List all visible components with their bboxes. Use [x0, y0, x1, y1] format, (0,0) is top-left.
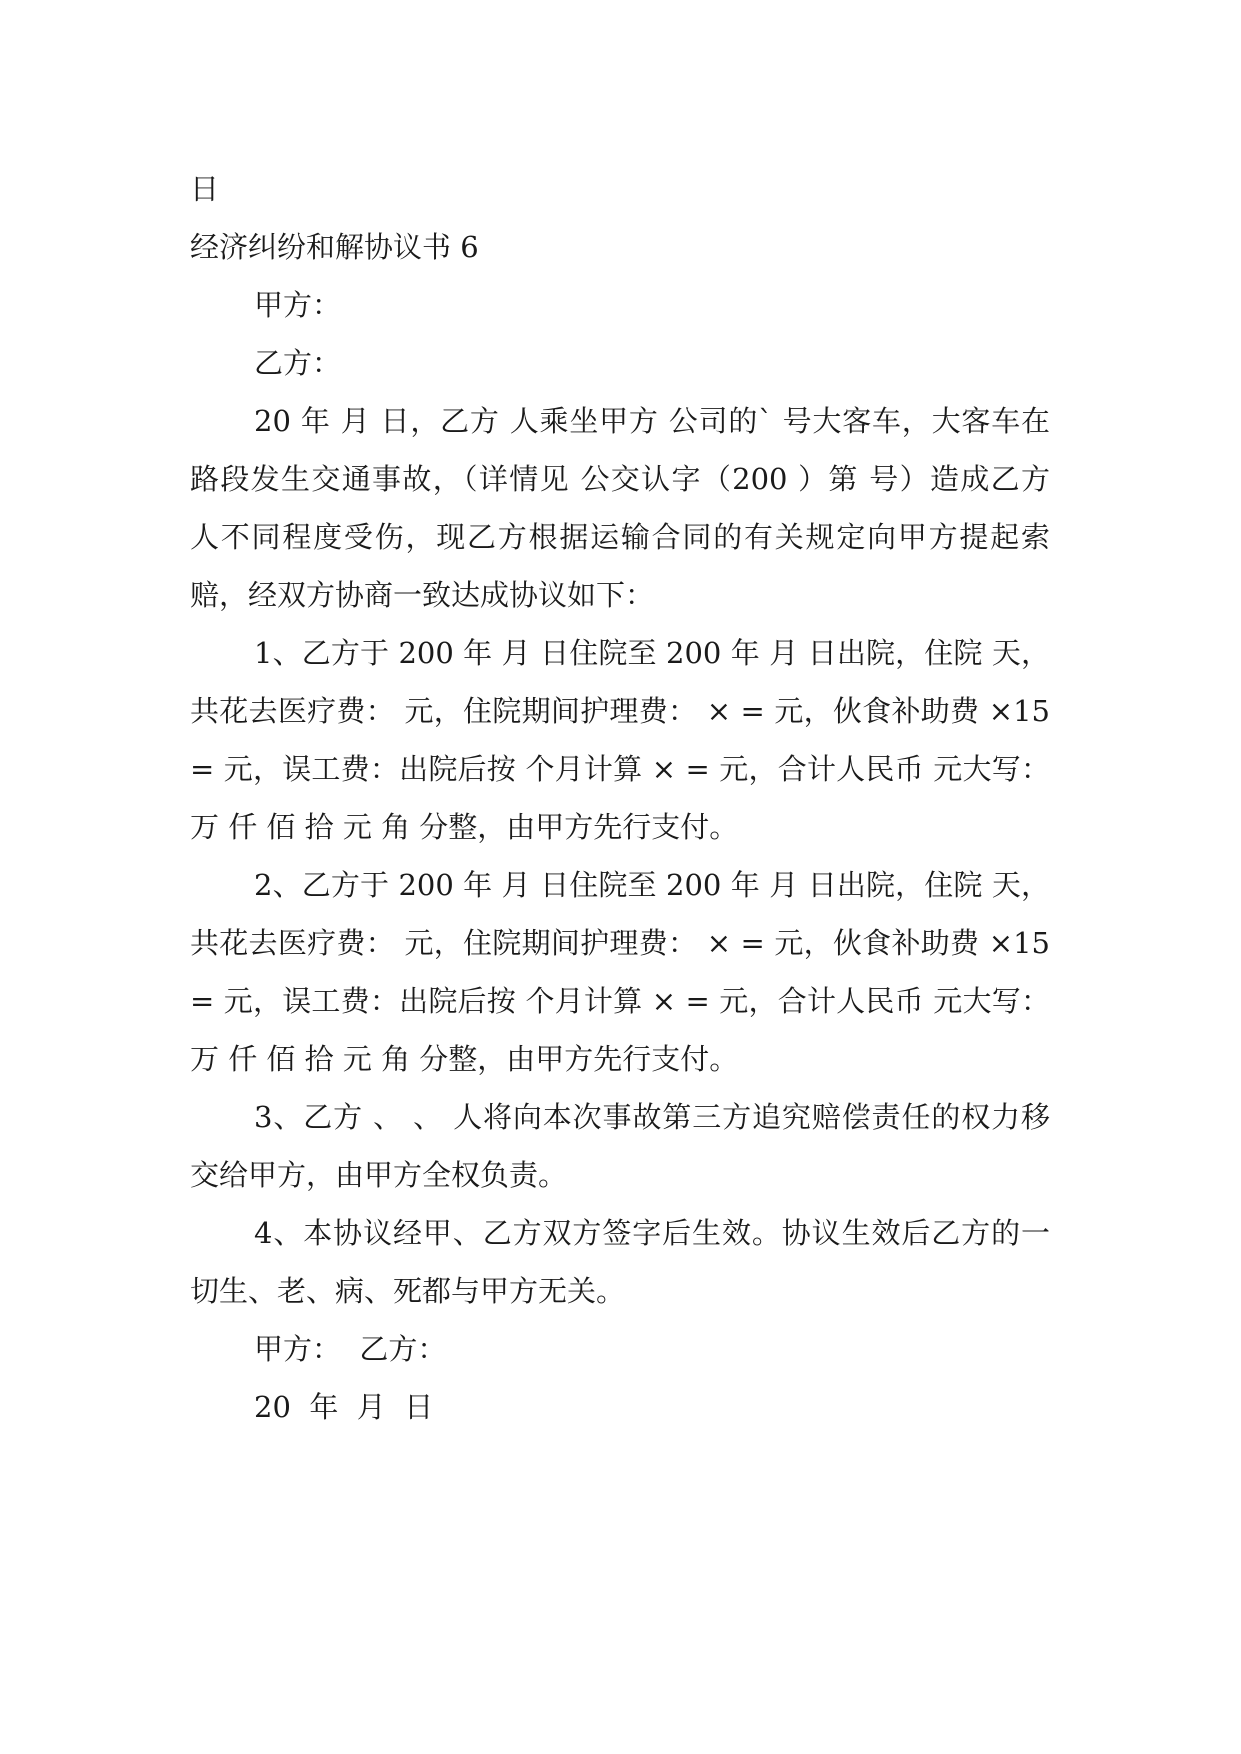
date-line: 20 年 月 日 — [254, 1390, 434, 1424]
party-b-label: 乙方： — [254, 346, 342, 380]
document-body — [190, 160, 1050, 1436]
intro-paragraph: 20 年 月 日，乙方 人乘坐甲方 公司的` 号大客车，大客车在 路段发生交通事故，（详情见 公交认字（200 ）第 号）造成乙方 人不同程度受伤，现乙方根据运输合同的有关规定向甲方提起索赔，经双方协商一致达成协议如下： — [190, 404, 1050, 612]
signature-line: 甲方： 乙方： — [254, 1332, 447, 1366]
party-a-label: 甲方： — [254, 288, 342, 322]
top-fragment: 日 — [190, 172, 220, 206]
clause-3: 3、乙方 、 、 人将向本次事故第三方追究赔偿责任的权力移交给甲方，由甲方全权负责。 — [190, 1100, 1050, 1192]
clause-4: 4、本协议经甲、乙方双方签字后生效。协议生效后乙方的一切生、老、病、死都与甲方无关。 — [190, 1216, 1050, 1308]
clause-2: 2、乙方于 200 年 月 日住院至 200 年 月 日出院，住院 天，共花去医疗费： 元，住院期间护理费： × = 元，伙食补助费 ×15= 元，误工费：出院后按 个月计算 × = 元，合计人民币 元大写： 万 仟 佰 拾 元 角 分整，由甲方先行支付。 — [190, 868, 1050, 1076]
clause-1: 1、乙方于 200 年 月 日住院至 200 年 月 日出院，住院 天，共花去医疗费： 元，住院期间护理费： × = 元，伙食补助费 ×15= 元，误工费：出院后按 个月计算 × = 元，合计人民币 元大写： 万 仟 佰 拾 元 角 分整，由甲方先行支付。 — [190, 636, 1050, 844]
document-title: 经济纠纷和解协议书 6 — [190, 230, 479, 264]
